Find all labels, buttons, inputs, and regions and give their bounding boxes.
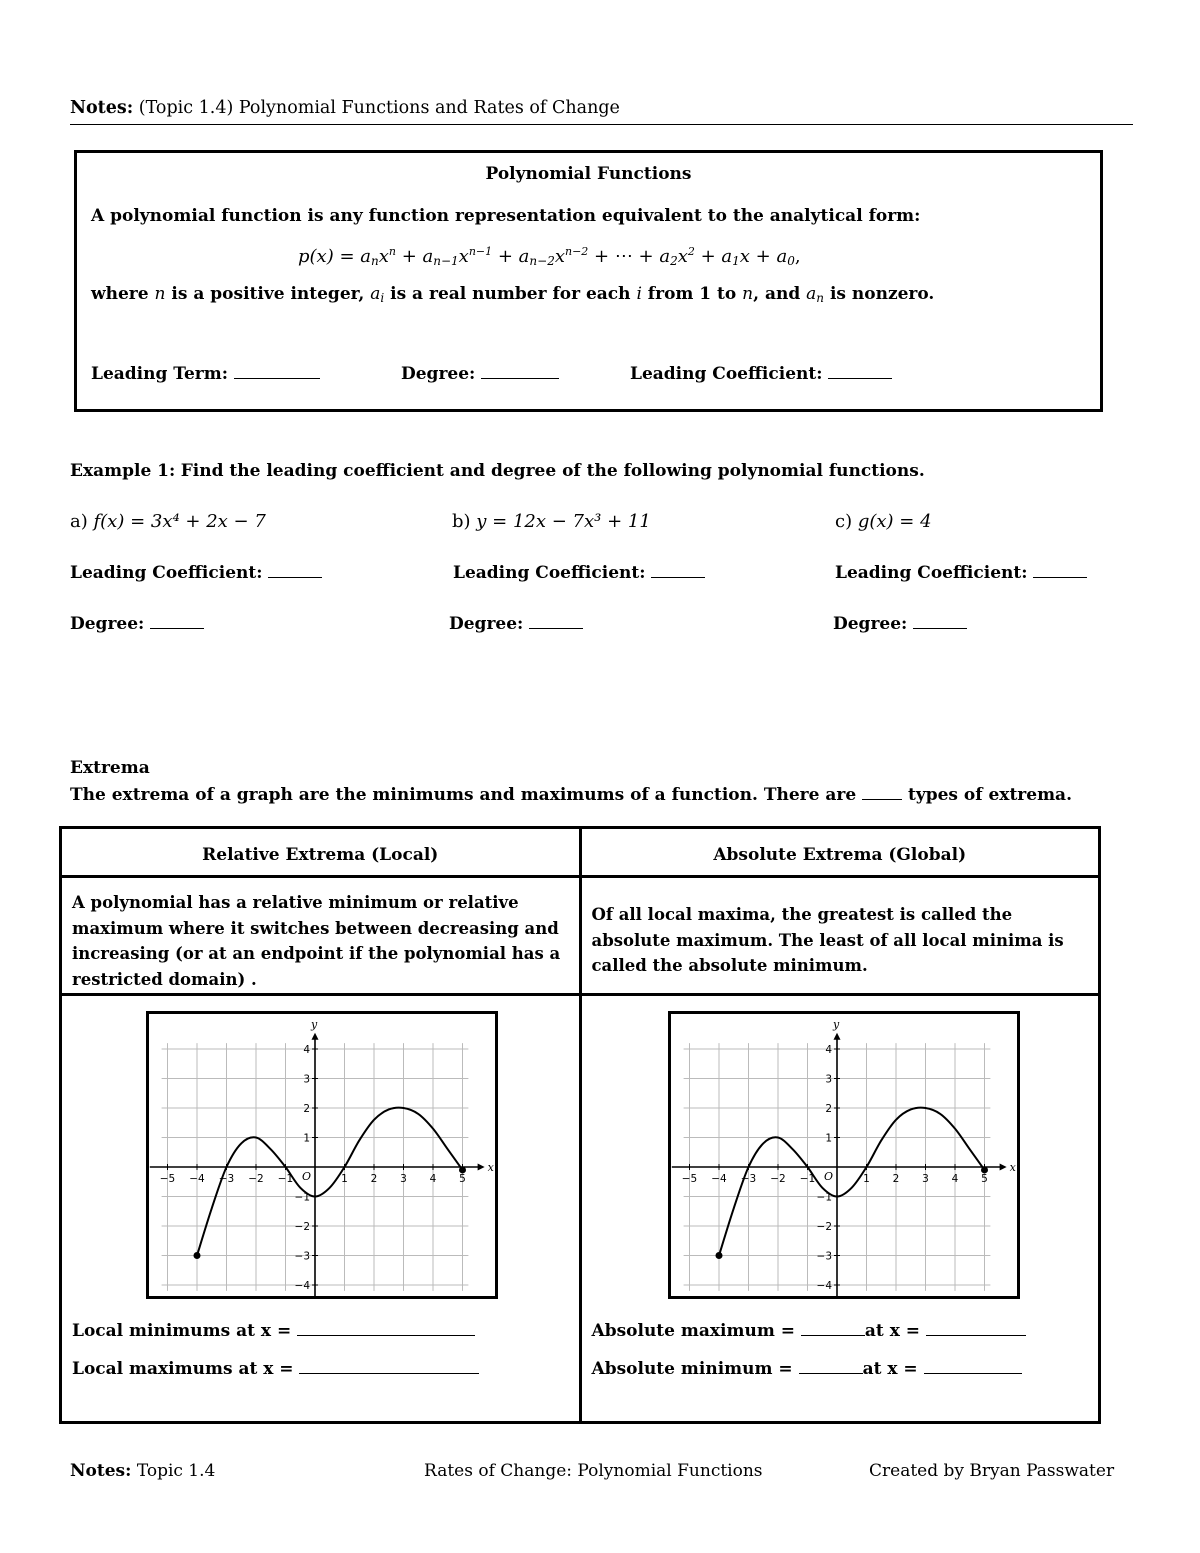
page-header: [70, 98, 620, 118]
y-axis-label: y: [832, 1017, 839, 1031]
footer-right: Created by Bryan Passwater: [869, 1461, 1115, 1481]
endpoint-dot: [715, 1252, 722, 1259]
header-notes-label: Notes:: [70, 98, 134, 118]
header-rule: [70, 124, 1133, 125]
example1-prompt: Example 1: Find the leading coefficient and degree of the following polynomial functions.: [70, 461, 925, 481]
absolute-max-x-blank[interactable]: [926, 1321, 1026, 1336]
part-b-leading-coefficient: Leading Coefficient:: [453, 563, 705, 583]
absolute-min-value-blank[interactable]: [799, 1359, 863, 1374]
formula-lhs: p(x) =: [298, 246, 355, 267]
extrema-types-blank[interactable]: [862, 785, 902, 800]
x-tick-label: 1: [862, 1173, 870, 1185]
part-b-degree-blank[interactable]: [529, 614, 583, 629]
absolute-max-line: Absolute maximum = at x =: [592, 1321, 1026, 1341]
part-a-lc-blank[interactable]: [268, 563, 322, 578]
absolute-graph-frame: [668, 1011, 1020, 1299]
x-tick-label: 5: [980, 1173, 988, 1185]
y-tick-label: −1: [294, 1191, 310, 1204]
y-axis-arrow: [312, 1033, 319, 1040]
absolute-min-x-blank[interactable]: [924, 1359, 1022, 1374]
function-curve: [719, 1108, 985, 1256]
x-tick-label: 2: [892, 1173, 899, 1185]
relative-graph-frame: [146, 1011, 498, 1299]
example1-part-b: b) y = 12x − 7x³ + 11: [452, 511, 651, 532]
part-a-degree-blank[interactable]: [150, 614, 204, 629]
x-tick-label: −4: [710, 1173, 727, 1185]
relative-extrema-header-cell: Relative Extrema (Local): [61, 828, 581, 877]
absolute-max-value-blank[interactable]: [801, 1321, 865, 1336]
x-tick-label: −3: [740, 1173, 756, 1185]
extrema-intro: The extrema of a graph are the minimums and maximums of a function. There are types of extrema.: [70, 785, 1072, 805]
leading-coefficient-field: Leading Coefficient:: [630, 364, 892, 384]
relative-extrema-graph: [149, 1014, 495, 1296]
y-tick-label: −1: [816, 1191, 832, 1204]
function-curve: [197, 1108, 463, 1256]
y-tick-label: −3: [816, 1250, 832, 1263]
relative-extrema-graph-cell: [61, 995, 581, 1423]
x-axis-arrow: [478, 1164, 485, 1171]
x-tick-label: −4: [189, 1173, 205, 1185]
x-tick-label: 4: [951, 1173, 958, 1185]
y-tick-label: −2: [294, 1221, 310, 1233]
y-axis-arrow: [833, 1033, 840, 1040]
part-a-degree: Degree:: [70, 614, 204, 634]
x-axis-label: x: [487, 1161, 494, 1174]
origin-label: O: [823, 1170, 833, 1183]
y-tick-label: −2: [816, 1221, 832, 1233]
part-b-lc-blank[interactable]: [651, 563, 705, 578]
y-tick-label: 3: [303, 1073, 310, 1086]
local-min-blank[interactable]: [297, 1321, 475, 1336]
footer-center: Rates of Change: Polynomial Functions: [424, 1461, 763, 1481]
absolute-extrema-header-cell: Absolute Extrema (Global): [580, 828, 1100, 877]
part-c-lc-blank[interactable]: [1033, 563, 1087, 578]
footer-left: Notes: Topic 1.4: [70, 1461, 216, 1481]
part-c-degree-blank[interactable]: [913, 614, 967, 629]
degree-field: Degree:: [401, 364, 559, 384]
part-b-degree: Degree:: [449, 614, 583, 634]
local-min-line: Local minimums at x =: [72, 1321, 475, 1341]
y-tick-label: −3: [294, 1250, 310, 1263]
local-max-blank[interactable]: [299, 1359, 479, 1374]
endpoint-dot: [459, 1166, 466, 1173]
y-tick-label: 4: [824, 1044, 832, 1056]
x-tick-label: 3: [400, 1173, 407, 1185]
y-tick-label: −4: [816, 1280, 832, 1292]
x-tick-label: −2: [248, 1173, 264, 1185]
poly-box-intro: A polynomial function is any function representation equivalent to the analytical form:: [91, 206, 921, 226]
extrema-table: [59, 826, 1101, 1424]
x-tick-label: −5: [681, 1173, 697, 1185]
extrema-heading: Extrema: [70, 758, 150, 778]
y-tick-label: 2: [303, 1103, 310, 1115]
y-axis-label: y: [311, 1017, 318, 1031]
x-tick-label: −2: [769, 1173, 786, 1185]
x-tick-label: −5: [159, 1173, 176, 1185]
header-title: (Topic 1.4) Polynomial Functions and Rates of Change: [138, 98, 620, 118]
absolute-extrema-description-cell: Of all local maxima, the greatest is called the absolute maximum. The least of all local minima is called the absolute minimum.: [580, 877, 1100, 995]
x-tick-label: 1: [341, 1173, 348, 1185]
x-tick-label: −1: [799, 1173, 815, 1185]
y-tick-label: −4: [294, 1280, 310, 1292]
x-tick-label: 5: [459, 1173, 466, 1185]
endpoint-dot: [194, 1252, 201, 1259]
y-tick-label: 4: [303, 1044, 310, 1056]
x-tick-label: 2: [370, 1173, 378, 1185]
poly-formula: $p(x) = a_nx^n + a_{n-1}x^{n-1} + a_{n-2}x^{n-2}$ + ⋯ + $a_2x^2 + a_1x + a_0$,: [298, 245, 801, 268]
part-c-leading-coefficient: Leading Coefficient:: [835, 563, 1087, 583]
example1-part-a: a) f(x) = 3x⁴ + 2x − 7: [70, 511, 266, 532]
x-axis-label: x: [1009, 1161, 1016, 1174]
y-tick-label: 1: [824, 1132, 832, 1145]
absolute-min-line: Absolute minimum = at x =: [592, 1359, 1022, 1379]
y-tick-label: 2: [824, 1103, 832, 1115]
part-a-leading-coefficient: Leading Coefficient:: [70, 563, 322, 583]
local-max-line: Local maximums at x =: [72, 1359, 479, 1379]
leading-term-field: Leading Term:: [91, 364, 320, 384]
endpoint-dot: [981, 1166, 988, 1173]
poly-where-line: where n is a positive integer, $a_i$ is a real number for each i from 1 to n, and $a_n$ is nonzero.: [91, 284, 935, 305]
degree-blank[interactable]: [481, 364, 559, 379]
origin-label: O: [302, 1170, 312, 1183]
y-tick-label: 1: [303, 1132, 310, 1145]
x-tick-label: 4: [429, 1173, 437, 1185]
absolute-extrema-graph-cell: [580, 995, 1100, 1423]
part-c-degree: Degree:: [833, 614, 967, 634]
x-tick-label: −1: [277, 1173, 294, 1185]
poly-box-heading: Polynomial Functions: [485, 164, 692, 184]
leading-term-blank[interactable]: [234, 364, 320, 379]
relative-extrema-description-cell: A polynomial has a relative minimum or relative maximum where it switches between decreasing and increasing (or at an endpoint if the polynomial has a restricted domain) .: [61, 877, 581, 995]
absolute-extrema-graph: [671, 1014, 1017, 1296]
leading-coefficient-blank[interactable]: [828, 364, 892, 379]
x-axis-arrow: [999, 1164, 1006, 1171]
x-tick-label: 3: [921, 1173, 929, 1185]
y-tick-label: 3: [824, 1073, 832, 1086]
x-tick-label: −3: [218, 1173, 235, 1185]
example1-part-c: c) g(x) = 4: [835, 511, 932, 532]
